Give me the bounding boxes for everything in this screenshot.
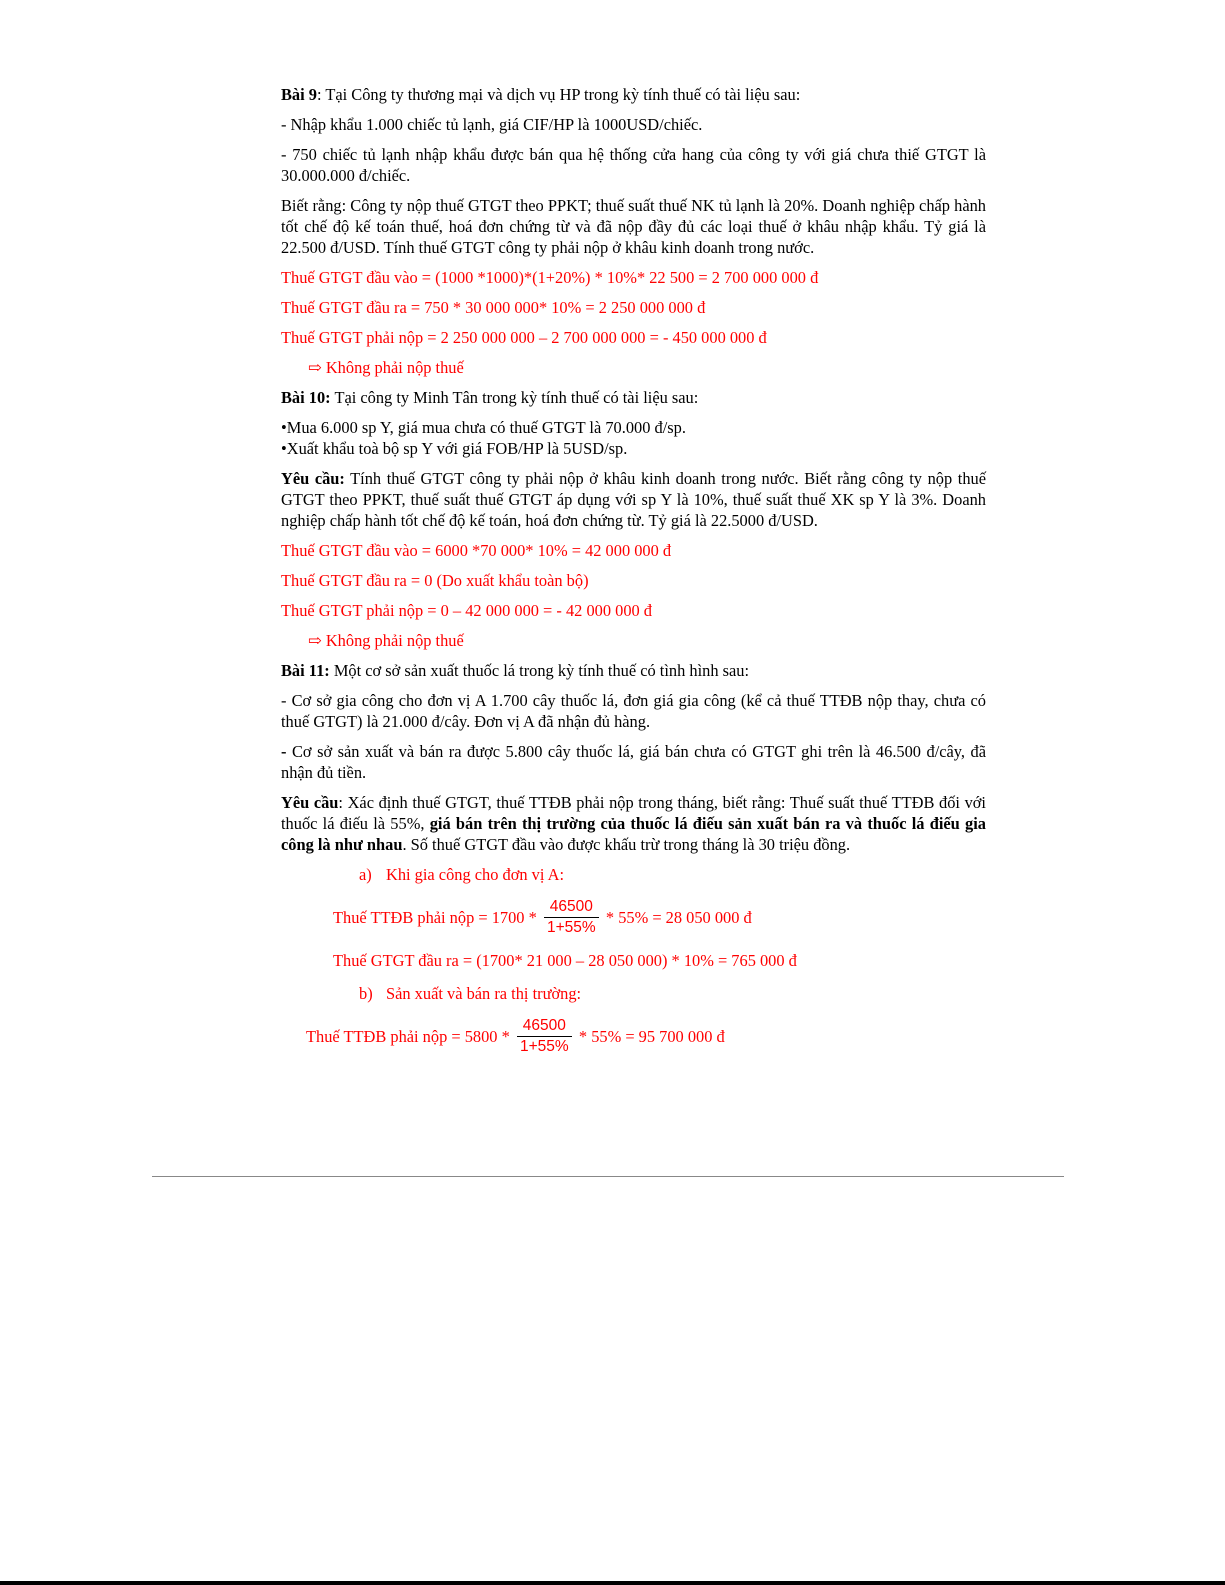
b10-req-text: Tính thuế GTGT công ty phải nộp ở khâu kinh doanh trong nước. Biết rằng công ty nộp thuế GTGT theo PPKT, thuế suất thuế GTGT áp dụng với sp Y là 10%, thuế suất thuế XK sp Y là 3%. Doanh nghiệp chấp hành tốt chế độ kế toán, hoá đơn chứng từ. Tỷ giá là 22.5000 đ/USD. <box>281 469 986 530</box>
b11-item-2-dash: - <box>281 742 287 761</box>
b11-intro: Một cơ sở sản xuất thuốc lá trong kỳ tính thuế có tình hình sau: <box>329 661 750 680</box>
b11-req-bold: giá bán trên thị trường của thuốc lá điếu sản xuất bán ra và thuốc lá điếu gia công là như nhau <box>281 814 986 854</box>
b11-sub-b-label: b) <box>359 984 373 1003</box>
b9-item-1: - Nhập khẩu 1.000 chiếc tủ lạnh, giá CIF/HP là 1000USD/chiếc. <box>281 115 703 134</box>
b11-formula-3 <box>306 1016 986 1057</box>
b10-item-2-text: Xuất khẩu toà bộ sp Y với giá FOB/HP là 5USD/sp. <box>286 439 628 458</box>
fraction-denominator: 1+55% <box>547 919 596 936</box>
b9-answer-3: Thuế GTGT phải nộp = 2 250 000 000 – 2 700 000 000 = - 450 000 000 đ <box>281 328 767 347</box>
b11-sub-a <box>359 864 986 885</box>
b10-intro: Tại công ty Minh Tân trong kỳ tính thuế có tài liệu sau: <box>330 388 699 407</box>
b10-item-1 <box>281 417 986 438</box>
b11-req-label: Yêu cầu <box>281 793 339 812</box>
fraction-numerator: 46500 <box>544 897 599 918</box>
b9-answer-1: Thuế GTGT đầu vào = (1000 *1000)*(1+20%) * 10%* 22 500 = 2 700 000 000 đ <box>281 268 819 287</box>
b10-requirement <box>281 468 986 531</box>
bullet-icon: • <box>281 418 287 437</box>
b11-requirement <box>281 792 986 855</box>
b9-heading <box>281 84 986 105</box>
b10-item-2 <box>281 438 986 459</box>
b10-answer-3: Thuế GTGT phải nộp = 0 – 42 000 000 = - 42 000 000 đ <box>281 601 653 620</box>
b11-formula-1 <box>333 897 986 938</box>
document-body <box>281 84 986 1069</box>
formula-1-right: * 55% = 28 050 000 đ <box>605 908 752 927</box>
b11-item-2 <box>281 741 986 783</box>
page-divider <box>152 1176 1064 1177</box>
b10-answer-2: Thuế GTGT đầu ra = 0 (Do xuất khẩu toàn bộ) <box>281 571 589 590</box>
b10-conclusion <box>308 630 986 651</box>
b11-title: Bài 11: <box>281 661 330 680</box>
fraction-numerator: 46500 <box>517 1016 572 1037</box>
implies-arrow-icon: ⇨ <box>308 631 326 650</box>
fraction-denominator: 1+55% <box>520 1038 569 1055</box>
b11-sub-b-text: Sản xuất và bán ra thị trường: <box>386 984 582 1003</box>
b11-sub-b <box>359 983 986 1004</box>
b11-req-text-a: : Xác định thuế GTGT, thuế TTĐB phải nộp trong tháng, biết rằng: Thuế suất thuế TTĐB đối với thuốc lá điếu là 55%, <box>281 793 986 833</box>
b10-title: Bài 10: <box>281 388 331 407</box>
b9-intro: : Tại Công ty thương mại và dịch vụ HP trong kỳ tính thuế có tài liệu sau: <box>316 85 801 104</box>
b11-req-text-b: . Số thuế GTGT đầu vào được khấu trừ trong tháng là 30 triệu đồng. <box>402 835 851 854</box>
b9-conclusion-text: Không phải nộp thuế <box>325 358 464 377</box>
b9-note: Biết rằng: Công ty nộp thuế GTGT theo PPKT; thuế suất thuế NK tủ lạnh là 20%. Doanh nghiệp chấp hành tốt chế độ kế toán thuế, hoá đơn chứng từ và đã nộp đầy đủ các loại thuế ở khâu nhập khẩu. Tỷ giá là 22.500 đ/USD. Tính thuế GTGT công ty phải nộp ở khâu kinh doanh trong nước. <box>281 196 986 257</box>
b10-item-1-text: Mua 6.000 sp Y, giá mua chưa có thuế GTGT là 70.000 đ/sp. <box>286 418 686 437</box>
b11-item-2-text: Cơ sở sản xuất và bán ra được 5.800 cây thuốc lá, giá bán chưa có GTGT ghi trên là 46.500 đ/cây, đã nhận đủ tiền. <box>281 742 986 782</box>
bottom-edge-bar <box>0 1581 1225 1585</box>
b9-item-2: - 750 chiếc tủ lạnh nhập khẩu được bán qua hệ thống cửa hang của công ty với giá chưa thiế GTGT là 30.000.000 đ/chiếc. <box>281 145 986 185</box>
b11-formula-2: Thuế GTGT đầu ra = (1700* 21 000 – 28 050 000) * 10% = 765 000 đ <box>333 951 797 970</box>
formula-1-fraction <box>544 897 599 938</box>
b10-conclusion-text: Không phải nộp thuế <box>325 631 464 650</box>
formula-3-left: Thuế TTĐB phải nộp = 5800 * <box>306 1027 510 1046</box>
bullet-icon: • <box>281 439 287 458</box>
implies-arrow-icon: ⇨ <box>308 358 326 377</box>
b9-conclusion <box>308 357 986 378</box>
b9-answer-2: Thuế GTGT đầu ra = 750 * 30 000 000* 10% = 2 250 000 000 đ <box>281 298 706 317</box>
b9-title: Bài 9 <box>281 85 317 104</box>
b11-heading <box>281 660 986 681</box>
b11-sub-a-label: a) <box>359 865 372 884</box>
b10-req-label: Yêu cầu: <box>281 469 345 488</box>
b11-sub-a-text: Khi gia công cho đơn vị A: <box>386 865 565 884</box>
formula-3-right: * 55% = 95 700 000 đ <box>578 1027 725 1046</box>
formula-1-left: Thuế TTĐB phải nộp = 1700 * <box>333 908 537 927</box>
b10-heading <box>281 387 986 408</box>
b11-item-1: - Cơ sở gia công cho đơn vị A 1.700 cây thuốc lá, đơn giá gia công (kể cả thuế TTĐB nộp thay, chưa có thuế GTGT) là 21.000 đ/cây. Đơn vị A đã nhận đủ hàng. <box>281 691 986 731</box>
formula-3-fraction <box>517 1016 572 1057</box>
b10-answer-1: Thuế GTGT đầu vào = 6000 *70 000* 10% = 42 000 000 đ <box>281 541 672 560</box>
